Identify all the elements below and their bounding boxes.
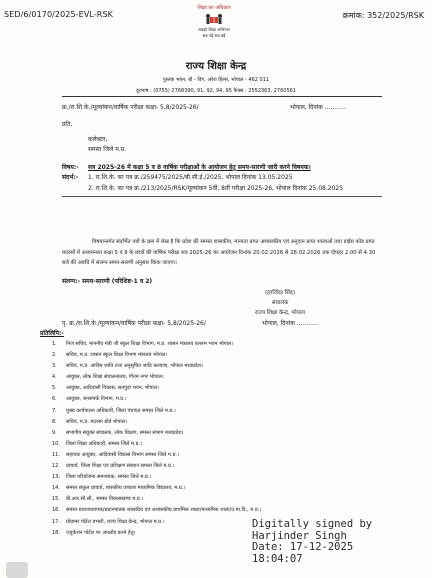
digital-signature-line: Digitally signed by <box>252 518 373 530</box>
distribution-item-number: 13. <box>52 474 60 481</box>
signature-block <box>220 288 340 318</box>
distribution-item-number: 7. <box>52 407 57 414</box>
rte-logo <box>184 5 244 45</box>
distribution-item-number: 3. <box>52 363 57 370</box>
distribution-item-number: 8. <box>52 418 57 425</box>
distribution-item-number: 15. <box>52 496 60 503</box>
place-date: भोपाल, दिनांक ........... <box>290 104 346 111</box>
distribution-item-text: प्राचार्य, जिला शिक्षा एवं प्रशिक्षण संस्थान समस्त जिले म.प्र.। <box>66 463 175 470</box>
distribution-item-text: सचिव, म.प्र. मदरसा बोर्ड भोपाल। <box>66 418 128 425</box>
distribution-item <box>52 450 392 461</box>
distribution-item <box>52 483 392 494</box>
distribution-item-number: 18. <box>52 529 60 536</box>
distribution-item-text: प्रोग्रामर पोर्टल प्रभारी, राज्य शिक्षा केन्द्र, भोपाल म.प्र.। <box>66 518 165 525</box>
signatory-name: (हरजिंदर सिंह) <box>265 290 295 296</box>
endorsement-reference: पृ. क्र./रा.शि.के./मूल्यांकन/वार्षिक परीक्षा कक्षा- 5,8/2025-26/ <box>62 320 206 327</box>
letter-number: क्रमांक: 352/2025/RSK <box>342 11 424 20</box>
distribution-item-number: 12. <box>52 463 60 470</box>
distribution-item-number: 4. <box>52 374 57 381</box>
distribution-item-text: आयुक्त, आदिवासी विकास, सतपुड़ा भवन, भोपाल। <box>66 385 159 392</box>
distribution-item-text: संभागीय संयुक्त संचालक, लोक शिक्षण, समस्त संभाग मध्यप्रदेश। <box>66 429 184 436</box>
distribution-item-text: आयुक्त, लोक शिक्षा संचालनालय, गौतम नगर भोपाल। <box>66 374 164 381</box>
distribution-item <box>52 394 392 405</box>
attachment-note: संलग्न:- समय-सारणी (परिशिष्ट-1 व 2) <box>62 278 153 285</box>
distribution-item-number: 9. <box>52 429 57 436</box>
distribution-item-text: आयुक्त, जनसंपर्क विभाग, म.प्र.। <box>66 396 127 403</box>
reference-1: 1. रा.शि.के. का पत्र क्र./259475/2025/बी.सी.ई./2025, भोपाल दिनांक 13.05.2025 <box>88 174 293 181</box>
distribution-item-text: सहायक आयुक्त, आदिवासी विकास विभाग समस्त जिले म.प्र.। <box>66 451 179 458</box>
distribution-item-text: मुख्य कार्यपालन अधिकारी, जिला पंचायत समस्त जिले म.प्र.। <box>66 407 176 414</box>
distribution-item-number: 16. <box>52 507 60 514</box>
prati-label: प्रति, <box>62 121 73 128</box>
distribution-item <box>52 372 392 383</box>
file-reference: SED/6/0170/2025-EVL-RSK <box>4 10 113 19</box>
organization-address: पुस्तक भवन, बी - विंग, अरेरा हिल्स, भोपाल - 462 011 <box>162 77 270 83</box>
recipient-line-2: समस्त जिले म.प्र. <box>88 146 127 153</box>
distribution-item-number: 6. <box>52 396 57 403</box>
header-divider <box>62 96 382 97</box>
distribution-item-text: बी.आर.सी.सी., समस्त विकासखण्ड म.प्र.। <box>66 496 144 503</box>
distribution-item-text: सचिव, म.प्र. शासन स्कूल शिक्षा विभाग मंत्रालय भोपाल। <box>66 352 168 359</box>
distribution-item <box>52 472 392 483</box>
logo-title: शिक्षा का अधिकार <box>197 5 231 11</box>
copy-to-label: प्रतिलिपि:- <box>40 330 64 337</box>
distribution-item-number: 5. <box>52 385 57 392</box>
viewer-corner-button[interactable] <box>6 562 28 578</box>
distribution-item-text: एजुकेशन पोर्टल पर अपलोड करने हेतु। <box>66 529 136 536</box>
body-paragraph: विषयान्तर्गत संदर्भित पत्रों के क्रम में लेख है कि प्रदेश की समस्त शासकीय, मान्यता प्राप्त अशासकीय एवं अनुदान प्राप्त शालाओं तथा डाईस कोड प्राप्त मदरसों में अध्ययनरत कक्षा 5 व 8 के छात्रों की वार्षिक परीक्षा सत्र 2025-26 का आयोजन दिनांक 20.02.2026 से 28.02.2026 तक दोपहर 2.00 से 4.30 बजे की अवधि में संलग्न समय-सारणी अनुसार किया जाएगा। <box>62 239 376 267</box>
distribution-item-number: 2. <box>52 352 57 359</box>
distribution-item-text: जिला परियोजना समन्वयक, समस्त जिले म.प्र.। <box>66 474 152 481</box>
distribution-item <box>52 361 392 372</box>
distribution-item <box>52 350 392 361</box>
digital-signature <box>252 519 372 565</box>
distribution-item-number: 11. <box>52 451 60 458</box>
distribution-item-number: 17. <box>52 518 60 525</box>
digital-signature-line: Harjinder Singh <box>252 529 347 542</box>
reference-2: 2. रा.शि.के. का पत्र क्र./213/2025/RSK/मूल्यांकन 5वीं, 8वीं परीक्षा 2025-26, भोपाल दिनांक 25.08.2025 <box>88 185 344 192</box>
distribution-list <box>52 339 392 539</box>
distribution-item-number: 14. <box>52 485 60 492</box>
recipient-line-1: कलेक्टर, <box>88 136 108 143</box>
digital-signature-line: Date: 17-12-2025 <box>252 541 354 553</box>
digital-signature-line: 18:04:07 <box>252 552 303 565</box>
distribution-item <box>52 383 392 394</box>
signatory-title: संचालक <box>271 300 289 306</box>
organization-name: राज्य शिक्षा केन्द्र <box>185 61 247 72</box>
distribution-item <box>52 439 392 450</box>
distribution-item-text: जिला शिक्षा अधिकारी, समस्त जिले म.प्र.। <box>66 440 142 447</box>
distribution-item-text: समस्त प्रधानाध्यापक/प्रधानपाठक शासकीय एवं अशासकीय प्राथमिक शाला/माध्यमिक शाला/उ.मा.वि., म.प्र.। <box>66 507 262 514</box>
distribution-item-number: 1. <box>52 341 57 347</box>
signatory-org: राज्य शिक्षा केन्द्र, भोपाल <box>255 310 305 316</box>
distribution-item-number: 10. <box>52 440 60 447</box>
subject-text: सत्र 2025-26 में कक्षा 5 व 8 वार्षिक परीक्षाओं के आयोजन हेतु समय-सारणी जारी करने विषयक। <box>88 164 311 171</box>
distribution-item <box>52 428 392 439</box>
distribution-item <box>52 406 392 417</box>
distribution-item-text: समस्त संकुल प्राचार्य, शासकीय उच्चतर माध्यमिक विद्यालय, म.प्र.। <box>66 485 186 492</box>
references-label: संदर्भ:- <box>62 174 79 181</box>
distribution-item-text: सचिव, म.प्र. आदिम जाति तथा अनुसूचित जाति कल्याण, भोपाल मध्यप्रदेश। <box>66 363 203 370</box>
subject-label: विषय:- <box>62 164 79 171</box>
distribution-item-text: निज सचिव, माननीय मंत्री जी स्कूल शिक्षा विभाग, म.प्र. शासन मंत्रालय वल्लभ भवन भोपाल। <box>66 341 234 347</box>
distribution-item <box>52 505 392 516</box>
distribution-item <box>52 339 392 350</box>
distribution-item <box>52 461 392 472</box>
endorsement-place-date: भोपाल, दिनांक ........... <box>262 320 318 327</box>
distribution-item <box>52 494 392 505</box>
distribution-item <box>52 417 392 428</box>
reference-line: क्र./रा.शि.के./मूल्यांकन/वार्षिक परीक्षा कक्षा- 5,8/2025-26/ <box>62 104 199 111</box>
organization-phone: दूरभाष : (0755) 2768390, 91, 92, 94, 95 फैक्स : 2552363, 2760561 <box>135 88 296 94</box>
logo-tagline: सबको शिक्षा अभियान <box>198 27 230 32</box>
references-divider <box>62 196 382 197</box>
logo-tagline-2: सब पढ़ें सब बढ़ें <box>202 33 226 38</box>
children-reading-icon <box>204 12 224 26</box>
